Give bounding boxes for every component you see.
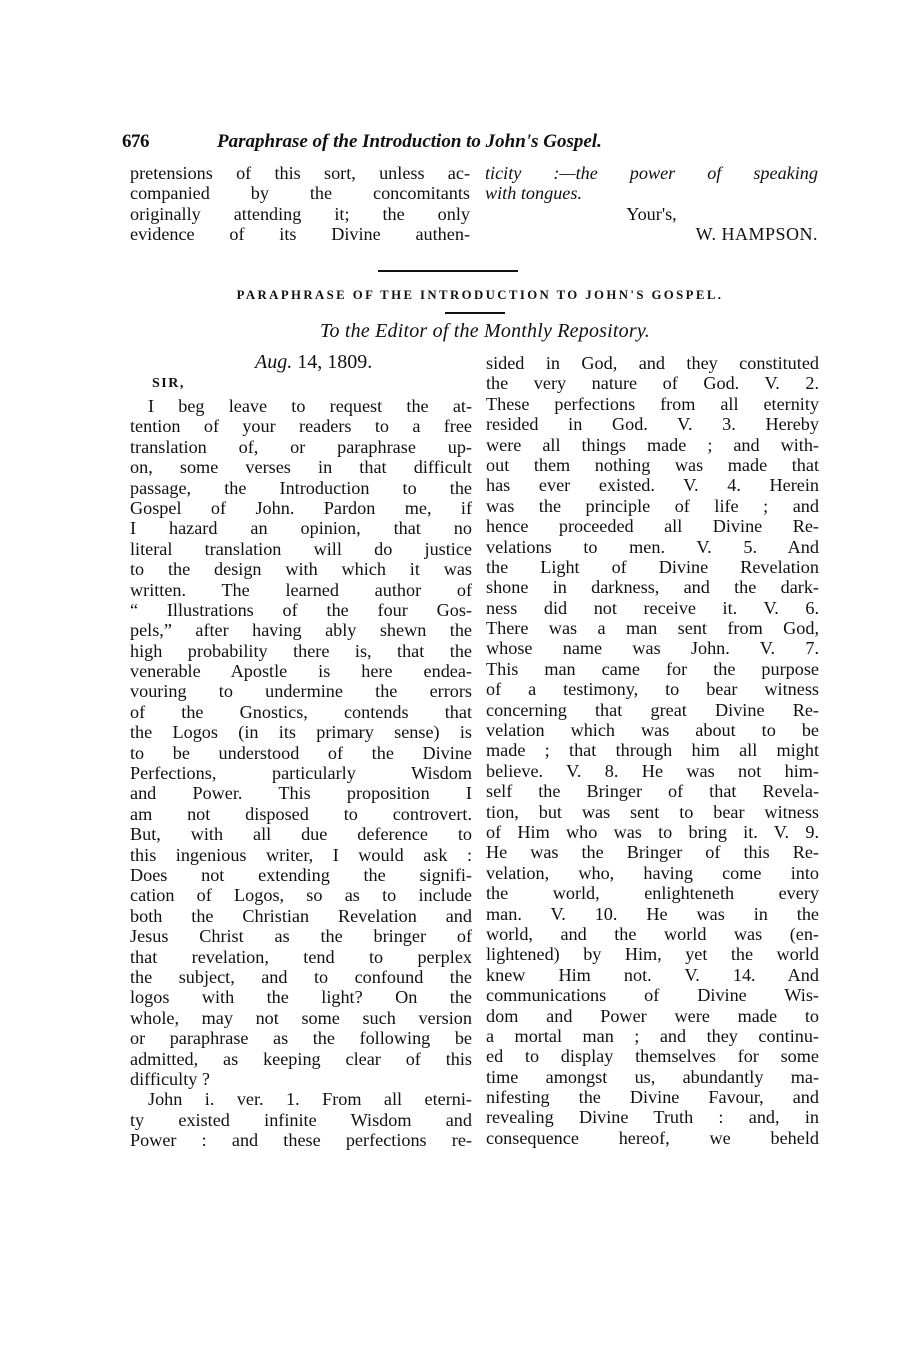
text-line: velation, who, having come into — [486, 862, 819, 883]
text-line: on, some verses in that difficult — [130, 457, 472, 478]
text-line: difficulty ? — [130, 1068, 210, 1089]
text-line: There was a man sent from God, — [486, 618, 819, 639]
text-line: were all things made ; and with- — [486, 434, 819, 455]
text-line: knew Him not. V. 14. And — [486, 964, 819, 985]
text-line: These perfections from all eternity — [486, 393, 819, 414]
text-line: velation which was about to be — [486, 720, 819, 741]
text-line: both the Christian Revelation and — [130, 905, 472, 926]
text-line: a mortal man ; and they continu- — [486, 1025, 819, 1046]
text-line: of a testimony, to bear witness — [486, 679, 819, 700]
text-line: the subject, and to confound the — [130, 966, 472, 987]
text-line: Jesus Christ as the bringer of — [130, 926, 472, 947]
section-divider-rule — [378, 270, 518, 272]
text-line: was the principle of life ; and — [486, 495, 819, 516]
text-line: out them nothing was made that — [486, 454, 819, 475]
text-line: dom and Power were made to — [486, 1005, 819, 1026]
text-line: ticity :—the power of speaking — [485, 163, 818, 183]
text-line: man. V. 10. He was in the — [486, 903, 819, 924]
date-month: Aug. — [255, 351, 293, 373]
text-line: that revelation, tend to perplex — [130, 946, 472, 967]
text-line: Gospel of John. Pardon me, if — [130, 497, 472, 518]
text-line: companied by the concomitants — [130, 183, 470, 204]
text-line: velations to men. V. 5. And — [486, 536, 819, 557]
article-right-column — [486, 353, 819, 1148]
text-line: and Power. This proposition I — [130, 783, 472, 804]
text-line: resided in God. V. 3. Hereby — [486, 414, 819, 435]
text-line: time amongst us, abundantly ma- — [486, 1066, 819, 1087]
text-line: with tongues. — [485, 183, 583, 204]
addressee-line: To the Editor of the Monthly Repository. — [319, 320, 651, 342]
text-line: am not disposed to controvert. — [130, 803, 472, 824]
text-line: John i. ver. 1. From all eterni- — [148, 1089, 472, 1110]
text-line: the very nature of God. V. 2. — [486, 373, 819, 394]
page-number: 676 — [122, 131, 149, 152]
text-line: He was the Bringer of this Re- — [486, 842, 819, 863]
article-left-column — [130, 396, 472, 1150]
text-line: literal translation will do justice — [130, 538, 472, 559]
text-line: Does not extending the signifi- — [130, 864, 472, 885]
text-line: pels,” after having ably shewn the — [130, 620, 472, 641]
text-line: to the design with which it was — [130, 559, 472, 580]
text-line: nifesting the Divine Favour, and — [486, 1087, 819, 1108]
date-day-year: 14, 1809. — [297, 351, 373, 373]
text-line: ness did not receive it. V. 6. — [486, 597, 819, 618]
text-line: to be understood of the Divine — [130, 742, 472, 763]
text-line: concerning that great Divine Re- — [486, 699, 819, 720]
text-line: or paraphrase as the following be — [130, 1028, 472, 1049]
text-line: tion, but was sent to bear witness — [486, 801, 819, 822]
previous-article-left-column — [130, 163, 470, 245]
text-line: world, and the world was (en- — [486, 923, 819, 944]
text-line: whole, may not some such version — [130, 1007, 472, 1028]
text-line: shone in darkness, and the dark- — [486, 577, 819, 598]
text-line: translation of, or paraphrase up- — [130, 436, 472, 457]
text-line: Perfections, particularly Wisdom — [130, 763, 472, 784]
text-line: vouring to undermine the errors — [130, 681, 472, 702]
text-line: hence proceeded all Divine Re- — [486, 516, 819, 537]
text-line: I hazard an opinion, that no — [130, 518, 472, 539]
text-line: I beg leave to request the at- — [148, 396, 472, 416]
article-title: PARAPHRASE OF THE INTRODUCTION TO JOHN'S GOSPEL. — [236, 288, 724, 302]
text-line: revealing Divine Truth : and, in — [486, 1107, 819, 1128]
text-line: high probability there is, that the — [130, 640, 472, 661]
text-line: tention of your readers to a free — [130, 416, 472, 437]
text-line: of the Gnostics, contends that — [130, 701, 472, 722]
text-line: the world, enlighteneth every — [486, 883, 819, 904]
text-line: ed to display themselves for some — [486, 1046, 819, 1067]
dateline — [255, 350, 372, 374]
text-line: consequence hereof, we beheld — [486, 1127, 819, 1148]
text-line: the Light of Divine Revelation — [486, 556, 819, 577]
text-line: has ever existed. V. 4. Herein — [486, 475, 819, 496]
text-line: evidence of its Divine authen- — [130, 224, 470, 245]
title-rule — [445, 312, 505, 314]
text-line: believe. V. 8. He was not him- — [486, 760, 819, 781]
text-line: pretensions of this sort, unless ac- — [130, 163, 470, 183]
text-line: of Him who was to bring it. V. 9. — [486, 821, 819, 842]
text-line: this ingenious writer, I would ask : — [130, 844, 472, 865]
text-line: “ Illustrations of the four Gos- — [130, 599, 472, 620]
text-line: the Logos (in its primary sense) is — [130, 722, 472, 743]
text-line: originally attending it; the only — [130, 203, 470, 224]
text-line: passage, the Introduction to the — [130, 477, 472, 498]
text-line: written. The learned author of — [130, 579, 472, 600]
text-line: sided in God, and they constituted — [486, 353, 819, 373]
text-line: But, with all due deference to — [130, 824, 472, 845]
text-line: communications of Divine Wis- — [486, 985, 819, 1006]
text-line: admitted, as keeping clear of this — [130, 1048, 472, 1069]
text-line: lightened) by Him, yet the world — [486, 944, 819, 965]
text-line: made ; that through him all might — [486, 740, 819, 761]
text-line: This man came for the purpose — [486, 658, 819, 679]
text-line: cation of Logos, so as to include — [130, 885, 472, 906]
text-line: logos with the light? On the — [130, 987, 472, 1008]
text-line: whose name was John. V. 7. — [486, 638, 819, 659]
text-line: self the Bringer of that Revela- — [486, 781, 819, 802]
text-line: ty existed infinite Wisdom and — [130, 1109, 472, 1130]
signature: W. HAMPSON. — [695, 224, 818, 245]
text-line: Power : and these perfections re- — [130, 1130, 472, 1151]
text-line: venerable Apostle is here endea- — [130, 661, 472, 682]
closing: Your's, — [626, 203, 677, 224]
running-head — [122, 130, 822, 154]
salutation: SIR, — [152, 376, 185, 391]
running-title: Paraphrase of the Introduction to John's Gospel. — [217, 131, 602, 152]
previous-article-right-column — [485, 163, 818, 245]
